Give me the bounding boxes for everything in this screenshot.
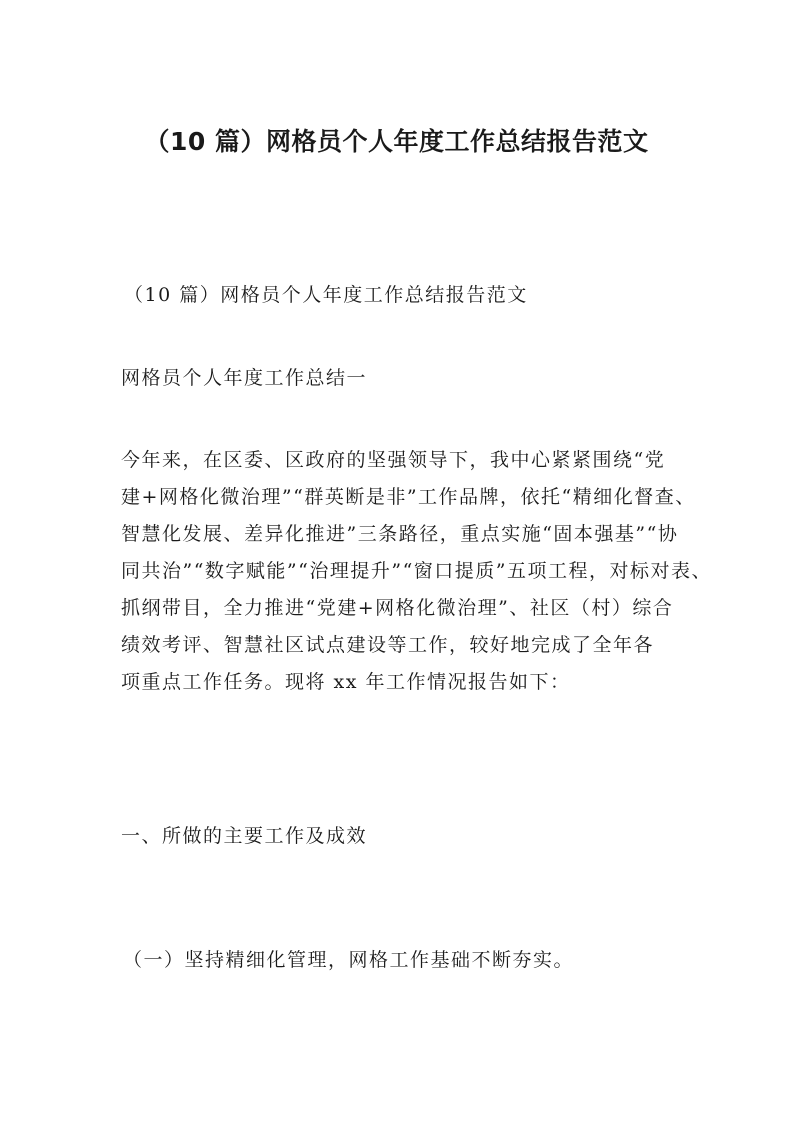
paragraph-line: 智慧化发展、差异化推进”三条路径，重点实施“固本强基”“协 — [121, 523, 679, 545]
heading-subsection-1: （一）坚持精细化管理，网格工作基础不断夯实。 — [123, 949, 575, 971]
paragraph-line: 抓纲带目，全力推进“党建+网格化微治理”、社区（村）综合 — [121, 597, 674, 619]
paragraph-line: 项重点工作任务。现将 xx 年工作情况报告如下： — [121, 671, 571, 693]
document-title: （10 篇）网格员个人年度工作总结报告范文 — [144, 127, 649, 156]
paragraph-line: 今年来，在区委、区政府的坚强领导下，我中心紧紧围绕“党 — [121, 449, 666, 471]
intro-paragraph — [121, 447, 712, 706]
section-title: 网格员个人年度工作总结一 — [121, 367, 368, 389]
paragraph-line: 同共治”“数字赋能”“治理提升”“窗口提质”五项工程，对标对表、 — [121, 560, 712, 582]
paragraph-line: 绩效考评、智慧社区试点建设等工作，较好地完成了全年各 — [121, 634, 655, 656]
document-subtitle: （10 篇）网格员个人年度工作总结报告范文 — [124, 284, 528, 306]
heading-main-work: 一、所做的主要工作及成效 — [121, 825, 368, 847]
paragraph-line: 建+网格化微治理”“群英断是非”工作品牌，依托“精细化督查、 — [121, 486, 696, 508]
